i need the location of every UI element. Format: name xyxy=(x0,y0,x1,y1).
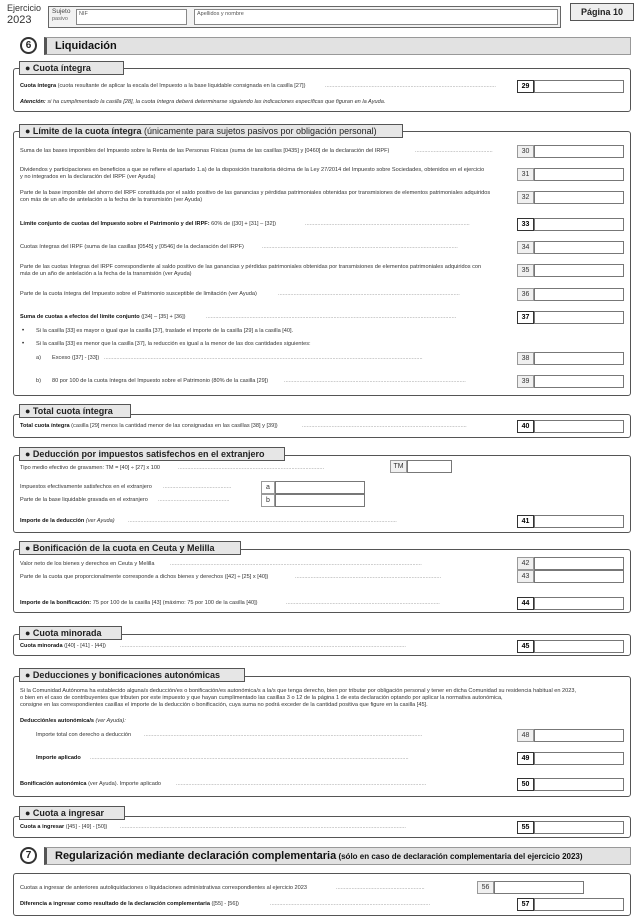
row-49-label: Importe aplicado xyxy=(36,755,81,761)
row-40-text: (casilla [29] menos la cantidad menor de las consignadas en las casillas [38] y [39]) xyxy=(69,423,278,429)
row-41-text: (ver Ayuda) xyxy=(84,518,115,524)
casilla-35-input[interactable] xyxy=(534,264,624,277)
casilla-50-code: 50 xyxy=(517,778,534,791)
tipo-medio-label: Tipo medio efectivo de gravamen: TM = [40] ÷ [27] x 100 xyxy=(20,465,161,471)
row-44-bold: Importe de la bonificación: xyxy=(20,600,92,606)
nif-field[interactable]: NIF xyxy=(76,9,187,25)
limite-title xyxy=(19,124,403,138)
page-number: Página 10 xyxy=(570,3,634,21)
row-43-label: Parte de la cuota que proporcionalmente corresponde a dichos bienes y derechos ([42] ÷ [25] x [40]) xyxy=(20,574,269,580)
ingresar-title: ● Cuota a ingresar xyxy=(19,806,125,820)
casilla-39-code: 39 xyxy=(517,375,534,388)
pasivo-label: pasivo xyxy=(52,16,68,22)
casilla-41-code: 41 xyxy=(517,515,534,528)
sujeto-label: Sujeto xyxy=(52,8,71,15)
casilla-38-code: 38 xyxy=(517,352,534,365)
section-6-title xyxy=(44,37,631,55)
dots: ......................................................... xyxy=(336,885,425,891)
casilla-57-code: 57 xyxy=(517,898,534,911)
dots: ..................................................................................................................... xyxy=(278,291,460,297)
cuota-integra-note xyxy=(20,99,385,106)
row-50-label xyxy=(20,781,161,788)
dots: ............................................ xyxy=(163,484,232,490)
casilla-33-code: 33 xyxy=(517,218,534,231)
bullet-1-text: Si la casilla [33] es mayor o igual que la casilla [37], traslade el importe de la casilla [29] a la casilla [40]. xyxy=(36,328,294,334)
cuota-integra-title: ● Cuota íntegra xyxy=(19,61,124,75)
casilla-41-input[interactable] xyxy=(534,515,624,528)
casilla-34-code: 34 xyxy=(517,241,534,254)
row-33-bold: Límite conjunto de cuotas del Impuesto sobre el Patrimonio y del IRPF: xyxy=(20,221,210,227)
dots: .......................................................................................................... xyxy=(302,423,467,429)
note-bold: Atención: xyxy=(20,99,46,105)
row-29-label xyxy=(20,83,305,90)
casilla-37-input[interactable] xyxy=(534,311,624,324)
casilla-49-code: 49 xyxy=(517,752,534,765)
casilla-32-code: 32 xyxy=(517,191,534,204)
row-35-label-b: más de un año de antelación a la fecha de la transmisión (ver Ayuda) xyxy=(20,271,192,277)
row-55-bold: Cuota a ingresar xyxy=(20,824,65,830)
casilla-50-input[interactable] xyxy=(534,778,624,791)
deduccion-autonomica-label xyxy=(20,718,126,725)
row-38-label: Exceso ([37] - [33]) xyxy=(52,355,100,361)
ejercicio-year: 2023 xyxy=(7,14,32,26)
casilla-29-code: 29 xyxy=(517,80,534,93)
dots: ........................................................................................................................................................................................ xyxy=(120,824,406,830)
dots: .............................................................................................................. xyxy=(325,83,496,89)
row-44-label xyxy=(20,600,258,607)
dots: .............................................................................................. xyxy=(178,465,325,471)
section-7-title xyxy=(44,847,631,865)
row-33-text: 60% de ([30] + [31] – [32]) xyxy=(209,221,276,227)
row-36-label: Parte de la cuota íntegra del Impuesto sobre el Patrimonio susceptible de limitación (ver Ayuda) xyxy=(20,291,257,297)
minorada-title: ● Cuota minorada xyxy=(19,626,122,640)
row-40-label xyxy=(20,423,278,430)
bullet-2-text: Si la casilla [33] es menor que la casilla [37], la reducción es igual a la menor de las dos cantidades siguientes: xyxy=(36,341,311,347)
autonomicas-title: ● Deducciones y bonificaciones autonómicas xyxy=(19,668,245,682)
dots: ................................................................................................................................................................. xyxy=(206,314,457,320)
dots: ................................................................................................... xyxy=(286,600,440,606)
row-37-text: ([34] – [35] + [36]) xyxy=(139,314,186,320)
row-57-bold: Diferencia a ingresar como resultado de la declaración complementaria xyxy=(20,901,210,907)
row-33-label xyxy=(20,221,276,228)
dots: .................................................................................................................................................................. xyxy=(170,561,422,567)
dots: ....................................................................................................... xyxy=(270,901,431,907)
limite-title-main: ● Límite de la cuota íntegra xyxy=(25,126,142,136)
row-35-label-a: Parte de las cuotas íntegras del IRPF correspondiente al saldo positivo de las ganancias y pérdidas patrimoniales obtenidas por transmisiones de elementos patrimoniales adquiridos con xyxy=(20,264,482,270)
casilla-43-code: 43 xyxy=(517,570,534,583)
casilla-38-input[interactable] xyxy=(534,352,624,365)
autonomicas-p1: Si la Comunidad Autónoma ha establecido alguna/s deducción/es o bonificación/es autonómica/s a la/s que tenga derecho, bien por tributar por obligación personal y tener en dicha Comunidad su residencia habitual en 2023, xyxy=(20,688,577,694)
row-29-text: (cuota resultante de aplicar la escala del Impuesto a la base liquidable consignada en la casilla [27]) xyxy=(56,83,306,89)
tm-code: TM xyxy=(390,460,407,473)
section-7-number: 7 xyxy=(20,847,37,864)
b-code: b xyxy=(261,494,275,507)
row-34-label: Cuotas íntegras del IRPF (suma de las casillas [0545] y [0546] de la declaración del IRPF) xyxy=(20,244,244,250)
row-48-label: Importe total con derecho a deducción xyxy=(36,732,132,738)
row-57-text: ([55] - [56]) xyxy=(209,901,239,907)
dots: ..................................................................................................................... xyxy=(284,378,466,384)
row-39-label: 80 por 100 de la cuota íntegra del Impuesto sobre el Patrimonio (80% de la casilla [29]) xyxy=(52,378,269,384)
row-42-label: Valor neto de los bienes y derechos en Ceuta y Melilla xyxy=(20,561,155,567)
ded-bold: Deducción/es autonómica/s xyxy=(20,718,94,724)
casilla-39-input[interactable] xyxy=(534,375,624,388)
casilla-40-code: 40 xyxy=(517,420,534,433)
casilla-32-input[interactable] xyxy=(534,191,624,204)
section-7-title-text: Regularización mediante declaración complementaria xyxy=(55,850,337,862)
autonomicas-p3: consigne en las correspondientes casillas el importe de la deducción o bonificación, cuya suma no podrá exceder de la cantidad positiva que figure en la casilla [45]. xyxy=(20,702,428,708)
casilla-40-input[interactable] xyxy=(534,420,624,433)
row-32-label-b: con más de un año de antelación a la fecha de la transmisión (ver Ayuda) xyxy=(20,197,203,203)
casilla-42-input[interactable] xyxy=(534,557,624,570)
dots: ................................................................................................................................................................. xyxy=(176,781,427,787)
impuestos-label: Impuestos efectivamente satisfechos en el extranjero xyxy=(20,484,152,490)
row-37-bold: Suma de cuotas a efectos del límite conjunto xyxy=(20,314,140,320)
row-39-letter: b) xyxy=(36,378,41,384)
row-31-label-a: Dividendos y participaciones en beneficios a que se refiere el apartado 1.a) de la disposición transitoria décima de la Ley 27/2014 del Impuesto sobre Sociedades, obtenidos en el ejercicio xyxy=(20,167,485,173)
limite-title-sub: (únicamente para sujetos pasivos por obligación personal) xyxy=(141,126,377,136)
casilla-33-input[interactable] xyxy=(534,218,624,231)
row-41-bold: Importe de la deducción xyxy=(20,518,85,524)
casilla-31-input[interactable] xyxy=(534,168,624,181)
casilla-34-input[interactable] xyxy=(534,241,624,254)
casilla-55-code: 55 xyxy=(517,821,534,834)
row-50-text: (ver Ayuda). Importe aplicado xyxy=(86,781,162,787)
dots: ............................................................................................................................................................................................................. xyxy=(104,355,423,361)
bonificacion-title: ● Bonificación de la cuota en Ceuta y Melilla xyxy=(19,541,241,555)
dots: ............................................................................................................................................................................. xyxy=(128,518,397,524)
section-7-title-sub: (sólo en caso de declaración complementaria del ejercicio 2023) xyxy=(336,852,583,861)
row-55-label xyxy=(20,824,107,831)
row-45-label xyxy=(20,643,106,650)
casilla-36-input[interactable] xyxy=(534,288,624,301)
casilla-31-code: 31 xyxy=(517,168,534,181)
casilla-57-input[interactable] xyxy=(534,898,624,911)
a-input[interactable] xyxy=(275,481,365,494)
row-44-text: 75 por 100 de la casilla [43] (máximo: 75 por 100 de la casilla [40]) xyxy=(91,600,258,606)
casilla-30-code: 30 xyxy=(517,145,534,158)
row-31-label-b: y no integrados en la declaración del IRPF (ver Ayuda) xyxy=(20,174,156,180)
row-40-bold: Total cuota íntegra xyxy=(20,423,70,429)
casilla-45-input[interactable] xyxy=(534,640,624,653)
bullet-icon: • xyxy=(22,328,25,334)
row-56-label: Cuotas a ingresar de anteriores autoliquidaciones o liquidaciones administrativas correspondientes al ejercicio 2023 xyxy=(20,885,308,891)
dots: ........................................................................................................................................................................................ xyxy=(120,643,406,649)
casilla-48-code: 48 xyxy=(517,729,534,742)
casilla-55-input[interactable] xyxy=(534,821,624,834)
casilla-35-code: 35 xyxy=(517,264,534,277)
section-6-title-text: Liquidación xyxy=(55,40,117,52)
row-37-label xyxy=(20,314,186,321)
apellidos-field[interactable]: Apellidos y nombre xyxy=(194,9,558,25)
section-6-number: 6 xyxy=(20,37,37,54)
dots: .................................................. xyxy=(415,148,493,154)
dots: .......................................................................................................... xyxy=(305,221,470,227)
casilla-37-code: 37 xyxy=(517,311,534,324)
row-45-text: ([40] - [41] - [44]) xyxy=(62,643,106,649)
casilla-36-code: 36 xyxy=(517,288,534,301)
casilla-44-code: 44 xyxy=(517,597,534,610)
row-29-bold: Cuota íntegra xyxy=(20,83,57,89)
ejercicio-label: Ejercicio xyxy=(7,3,42,13)
casilla-43-input[interactable] xyxy=(534,570,624,583)
row-32-label-a: Parte de la base imponible del ahorro del IRPF constituida por el saldo positivo de las ganancias y pérdidas patrimoniales obtenidas por transmisiones de elementos patrimoniales adquiridos xyxy=(20,190,491,196)
row-55-text: ([45] - [49] - [50]) xyxy=(64,824,108,830)
dots: .............................................. xyxy=(158,497,230,503)
casilla-45-code: 45 xyxy=(517,640,534,653)
tm-input[interactable] xyxy=(407,460,452,473)
casilla-42-code: 42 xyxy=(517,557,534,570)
deduccion-title: ● Deducción por impuestos satisfechos en el extranjero xyxy=(19,447,285,461)
row-30-label: Suma de las bases imponibles del Impuesto sobre la Renta de las Personas Físicas (suma de las casillas [0435] y [0460] de la declaración del IRPF) xyxy=(20,148,390,154)
row-41-label xyxy=(20,518,115,525)
casilla-48-input[interactable] xyxy=(534,729,624,742)
casilla-56-input[interactable] xyxy=(494,881,584,894)
bullet-icon: • xyxy=(22,341,25,347)
row-38-letter: a) xyxy=(36,355,41,361)
casilla-30-input[interactable] xyxy=(534,145,624,158)
dots: ............................................................................................................................................................................................................. xyxy=(90,755,409,761)
a-code: a xyxy=(261,481,275,494)
autonomicas-p2: o bien en el caso de contribuyentes que tributen por este impuesto y que hayan cumplimentado las casillas 3 o 12 de la página 1 de esta declaración optando por aplicar la normativa autonómica, xyxy=(20,695,503,701)
casilla-29-input[interactable] xyxy=(534,80,624,93)
row-57-label xyxy=(20,901,239,908)
row-45-bold: Cuota minorada xyxy=(20,643,63,649)
dots: .............................................................................................................................. xyxy=(262,244,458,250)
row-50-bold: Bonificación autonómica xyxy=(20,781,87,787)
note-text: si ha cumplimentado la casilla [28], la cuota íntegra deberá determinarse siguiendo las indicaciones específicas que figuran en la Ayuda. xyxy=(45,99,386,105)
ded-text: (ver Ayuda): xyxy=(93,718,126,724)
total-cuota-title: ● Total cuota íntegra xyxy=(19,404,131,418)
dots: .............................................................................................. xyxy=(295,574,442,580)
parte-label: Parte de la base liquidable gravada en el extranjero xyxy=(20,497,148,503)
dots: ................................................................................................................................................................................... xyxy=(144,732,423,738)
b-input[interactable] xyxy=(275,494,365,507)
casilla-56-code: 56 xyxy=(477,881,494,894)
casilla-44-input[interactable] xyxy=(534,597,624,610)
casilla-49-input[interactable] xyxy=(534,752,624,765)
